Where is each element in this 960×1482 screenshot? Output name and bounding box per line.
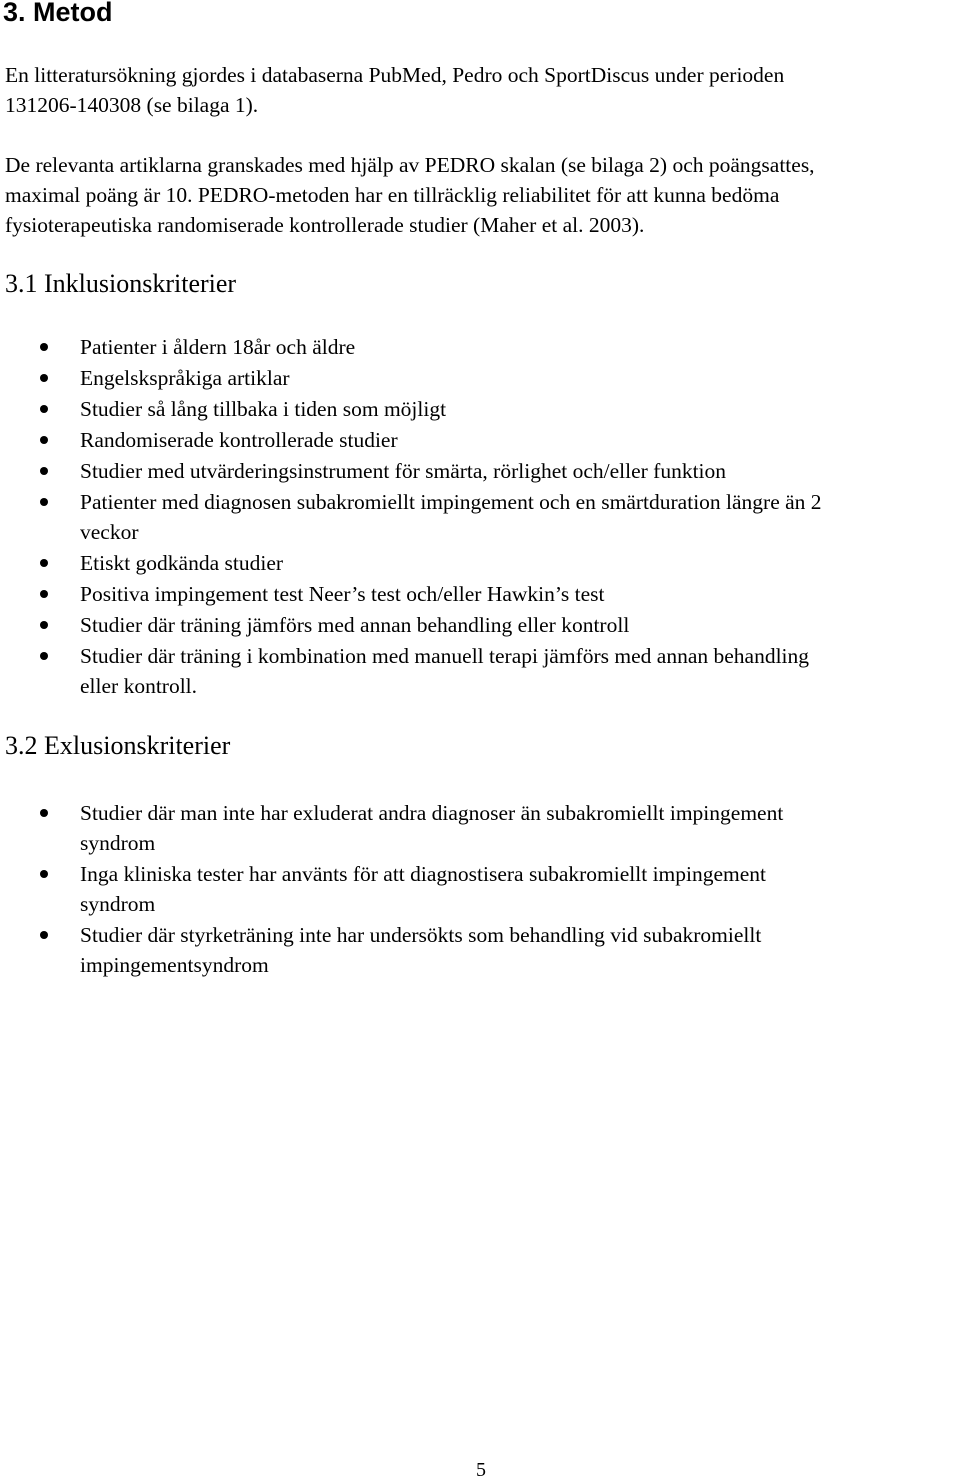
list-item: [0, 798, 960, 858]
list-item: [0, 363, 960, 393]
bullet-icon: [40, 931, 48, 939]
list-item-text: Positiva impingement test Neer’s test och/eller Hawkin’s test: [80, 582, 605, 606]
list-item-text: Studier med utvärderingsinstrument för smärta, rörlighet och/eller funktion: [80, 459, 727, 483]
list-item-text: Patienter med diagnosen subakromiellt impingement och en smärtduration längre än 2: [80, 490, 822, 514]
page-number: 5: [476, 1459, 486, 1481]
list-item-text: Studier där träning i kombination med manuell terapi jämförs med annan behandling: [80, 644, 810, 668]
bullet-icon: [40, 870, 48, 878]
paragraph-line: 131206-140308 (se bilaga 1).: [5, 93, 259, 117]
paragraph-line: En litteratursökning gjordes i databaserna PubMed, Pedro och SportDiscus under perioden: [5, 63, 785, 87]
section-heading: 3. Metod: [3, 0, 113, 27]
inclusion-criteria-list: [0, 332, 960, 702]
paragraph-pedro-assessment: [5, 150, 960, 240]
list-item: [0, 641, 960, 701]
list-item: [0, 332, 960, 362]
bullet-icon: [40, 498, 48, 506]
bullet-icon: [40, 436, 48, 444]
paragraph-search-method: [5, 60, 960, 120]
list-item-text: Studier där man inte har exluderat andra diagnoser än subakromiellt impingement: [80, 801, 784, 825]
bullet-icon: [40, 374, 48, 382]
list-item: [0, 394, 960, 424]
inclusion-criteria-heading: 3.1 Inklusionskriterier: [5, 269, 237, 298]
paragraph-line: fysioterapeutiska randomiserade kontrollerade studier (Maher et al. 2003).: [5, 213, 645, 237]
list-item-text: syndrom: [80, 831, 156, 855]
bullet-icon: [40, 343, 48, 351]
paragraph-line: De relevanta artiklarna granskades med hjälp av PEDRO skalan (se bilaga 2) och poängsattes,: [5, 153, 815, 177]
list-item-text: Studier där styrketräning inte har undersökts som behandling vid subakromiellt: [80, 923, 762, 947]
list-item: [0, 610, 960, 640]
list-item-text: Inga kliniska tester har använts för att diagnostisera subakromiellt impingement: [80, 862, 767, 886]
list-item: [0, 859, 960, 919]
list-item: [0, 456, 960, 486]
exclusion-criteria-list: [0, 798, 960, 981]
paragraph-line: maximal poäng är 10. PEDRO-metoden har en tillräcklig reliabilitet för att kunna bedöma: [5, 183, 780, 207]
bullet-icon: [40, 405, 48, 413]
list-item-text: Studier så lång tillbaka i tiden som möjligt: [80, 397, 447, 421]
exclusion-criteria-heading: 3.2 Exlusionskriterier: [5, 731, 231, 760]
list-item-text: Etiskt godkända studier: [80, 551, 284, 575]
list-item-text: eller kontroll.: [80, 674, 198, 698]
list-item-text: impingementsyndrom: [80, 953, 269, 977]
bullet-icon: [40, 652, 48, 660]
list-item: [0, 487, 960, 547]
list-item: [0, 920, 960, 980]
list-item-text: syndrom: [80, 892, 156, 916]
list-item: [0, 548, 960, 578]
bullet-icon: [40, 590, 48, 598]
list-item-text: Randomiserade kontrollerade studier: [80, 428, 398, 452]
list-item-text: veckor: [80, 520, 139, 544]
list-item-text: Patienter i åldern 18år och äldre: [80, 335, 356, 359]
bullet-icon: [40, 809, 48, 817]
list-item: [0, 425, 960, 455]
list-item: [0, 579, 960, 609]
bullet-icon: [40, 467, 48, 475]
bullet-icon: [40, 621, 48, 629]
list-item-text: Engelskspråkiga artiklar: [80, 366, 290, 390]
bullet-icon: [40, 559, 48, 567]
list-item-text: Studier där träning jämförs med annan behandling eller kontroll: [80, 613, 630, 637]
